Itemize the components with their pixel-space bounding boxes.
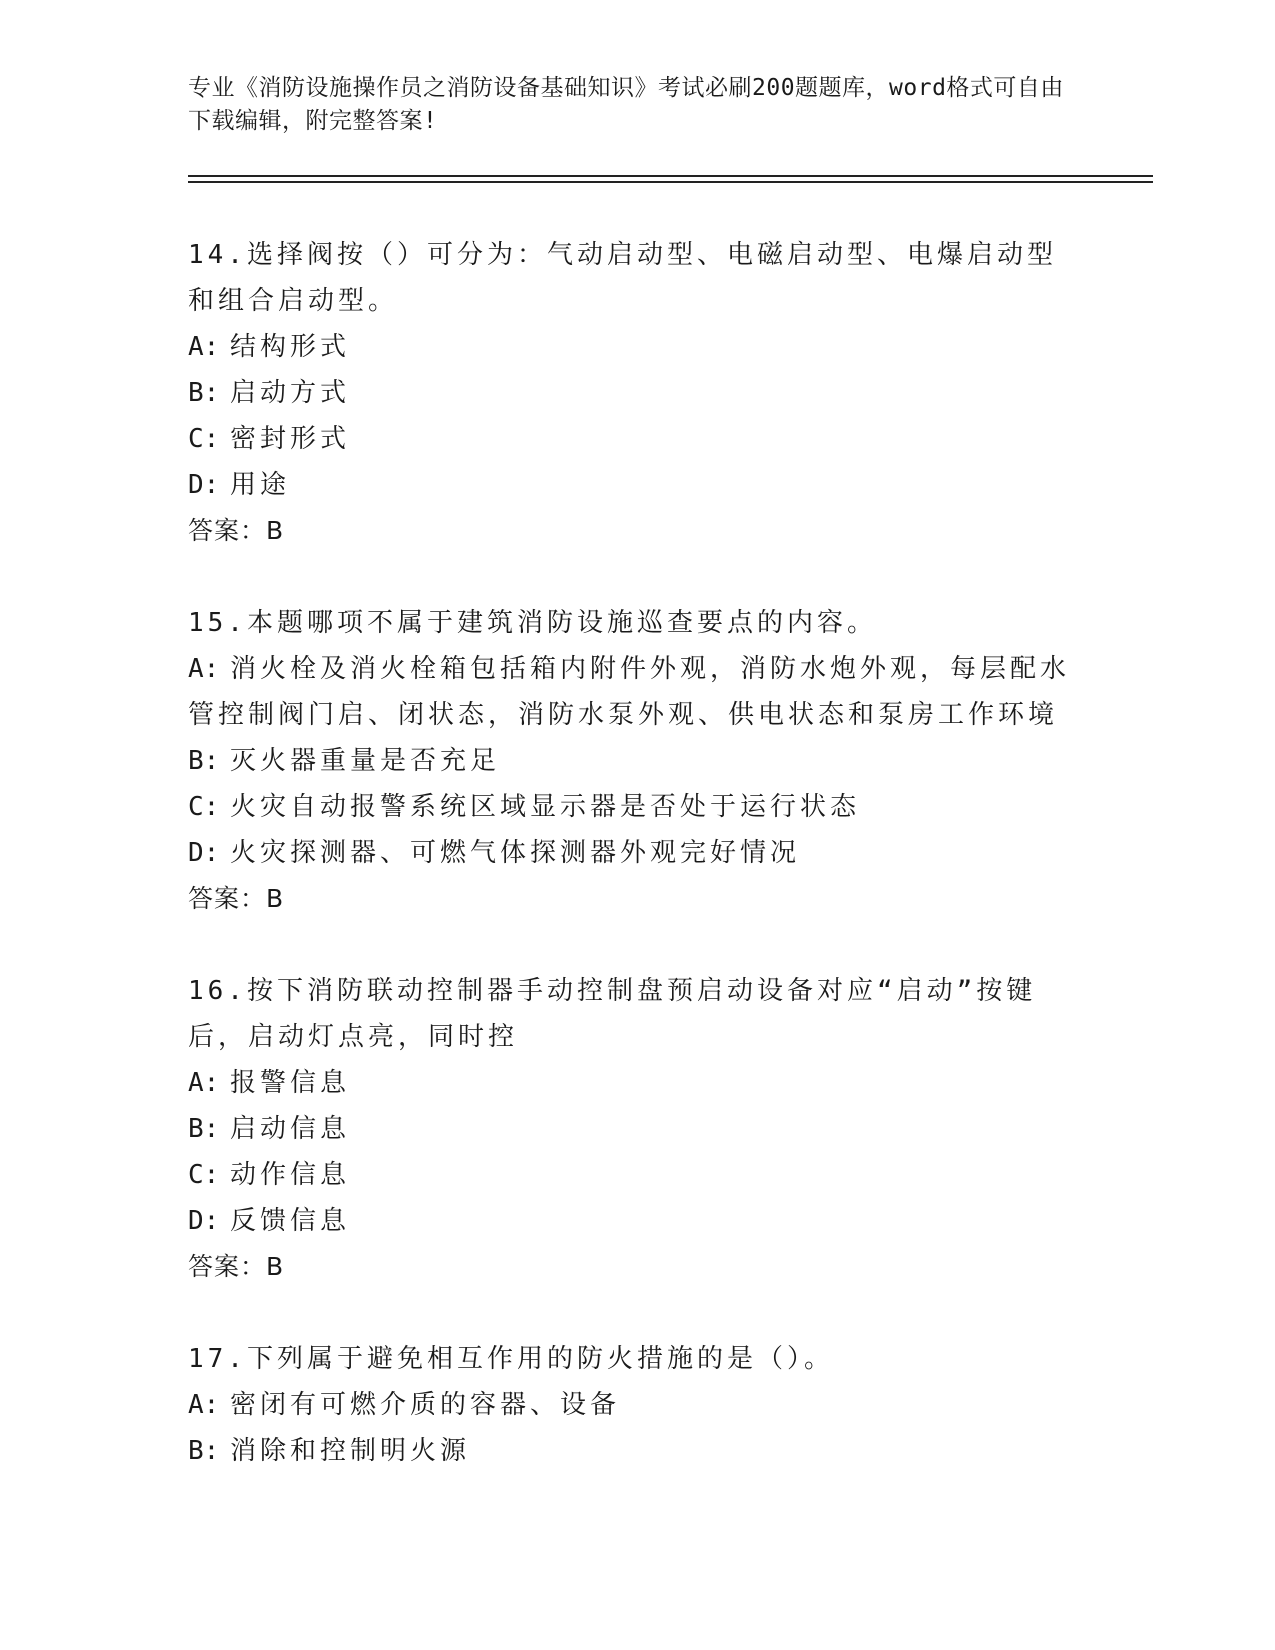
header-rule-bottom	[188, 181, 1153, 183]
option-text: 启动信息	[230, 1114, 351, 1144]
option-a	[188, 324, 1088, 370]
option-key: A:	[188, 332, 220, 362]
question-15	[188, 600, 1088, 922]
option-d	[188, 1198, 1088, 1244]
question-stem: 16.按下消防联动控制器手动控制盘预启动设备对应“启动”按键后，启动灯点亮，同时控	[188, 976, 1037, 1052]
option-text: 火灾自动报警系统区域显示器是否处于运行状态	[230, 792, 861, 822]
option-b	[188, 1428, 1088, 1474]
option-text: 启动方式	[230, 378, 351, 408]
option-b	[188, 370, 1088, 416]
question-16	[188, 968, 1088, 1290]
option-b	[188, 738, 1088, 784]
option-c	[188, 784, 1088, 830]
question-14	[188, 232, 1088, 554]
option-text: 密封形式	[230, 424, 351, 454]
question-stem: 17.下列属于避免相互作用的防火措施的是（）。	[188, 1344, 834, 1374]
option-text: 消火栓及消火栓箱包括箱内附件外观，消防水炮外观，每层配水管控制阀门启、闭状态，消防水泵外观、供电状态和泵房工作环境	[188, 654, 1071, 730]
option-d	[188, 462, 1088, 508]
option-key: C:	[188, 1160, 220, 1190]
header-rule-top	[188, 175, 1153, 177]
option-text: 灭火器重量是否充足	[230, 746, 501, 776]
option-a	[188, 646, 1088, 738]
question-stem: 14.选择阀按（）可分为：气动启动型、电磁启动型、电爆启动型和组合启动型。	[188, 240, 1057, 316]
option-key: D:	[188, 470, 220, 500]
option-key: B:	[188, 378, 220, 408]
option-text: 动作信息	[230, 1160, 351, 1190]
document-header: 专业《消防设施操作员之消防设备基础知识》考试必刷200题题库，word格式可自由下载编辑，附完整答案!	[188, 75, 1064, 134]
option-key: D:	[188, 1206, 220, 1236]
question-17	[188, 1336, 1088, 1474]
question-stem: 15.本题哪项不属于建筑消防设施巡查要点的内容。	[188, 608, 877, 638]
question-list	[188, 232, 1088, 1520]
option-d	[188, 830, 1088, 876]
option-text: 结构形式	[230, 332, 351, 362]
answer-line: 答案：B	[188, 884, 285, 913]
option-a	[188, 1060, 1088, 1106]
option-text: 用途	[230, 470, 291, 500]
option-key: B:	[188, 746, 220, 776]
option-a	[188, 1382, 1088, 1428]
option-c	[188, 416, 1088, 462]
option-text: 密闭有可燃介质的容器、设备	[230, 1390, 621, 1420]
option-key: C:	[188, 424, 220, 454]
option-key: A:	[188, 1390, 220, 1420]
option-text: 反馈信息	[230, 1206, 351, 1236]
option-key: B:	[188, 1114, 220, 1144]
answer-line: 答案：B	[188, 516, 285, 545]
option-c	[188, 1152, 1088, 1198]
option-text: 火灾探测器、可燃气体探测器外观完好情况	[230, 838, 801, 868]
option-key: A:	[188, 654, 220, 684]
answer-line: 答案：B	[188, 1252, 285, 1281]
option-b	[188, 1106, 1088, 1152]
option-text: 消除和控制明火源	[230, 1436, 471, 1466]
option-key: B:	[188, 1436, 220, 1466]
option-key: C:	[188, 792, 220, 822]
option-key: A:	[188, 1068, 220, 1098]
option-key: D:	[188, 838, 220, 868]
option-text: 报警信息	[230, 1068, 351, 1098]
